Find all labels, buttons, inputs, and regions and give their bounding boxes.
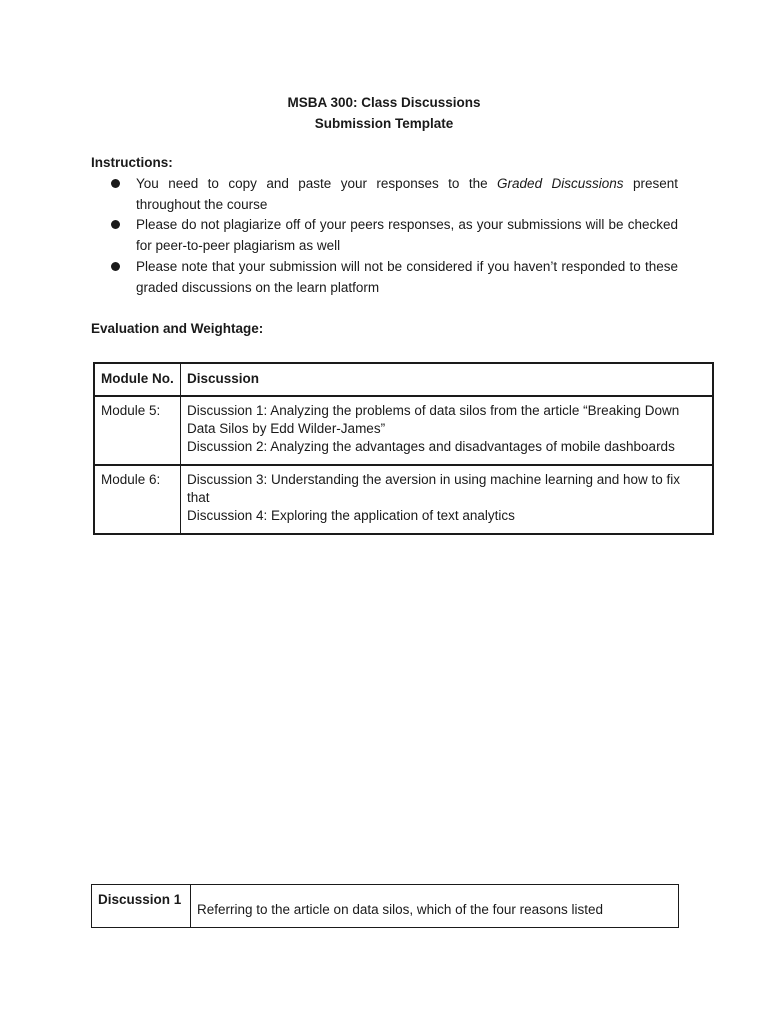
page-title — [0, 92, 768, 134]
bullet-icon — [111, 179, 120, 188]
instruction-text: Please do not plagiarize off of your peers responses, as your submissions will be checked for peer-to-peer plagiarism as well — [136, 217, 678, 254]
template-subtitle: Submission Template — [314, 116, 454, 131]
bullet-icon — [111, 262, 120, 271]
instruction-item — [106, 257, 678, 298]
instructions-list — [106, 174, 678, 298]
evaluation-heading: Evaluation and Weightage: — [91, 321, 264, 336]
instruction-emphasis: Graded Discussions — [497, 176, 624, 191]
evaluation-table — [93, 362, 714, 535]
bullet-icon — [111, 220, 120, 229]
table-row — [94, 465, 713, 534]
instruction-text-tail: present throughout the course — [136, 176, 678, 212]
discussion-label: Discussion 1 — [92, 885, 191, 928]
instruction-text: You need to copy and paste your responses to the — [136, 176, 498, 191]
instructions-heading: Instructions: — [91, 155, 173, 170]
discussion-line: Discussion 2: Analyzing the advantages and disadvantages of mobile dashboards — [187, 439, 675, 454]
column-header-module: Module No. — [94, 363, 181, 396]
module-cell: Module 6: — [94, 465, 181, 534]
discussion-line: Discussion 3: Understanding the aversion in using machine learning and how to fix that — [187, 472, 681, 505]
instruction-text: Please note that your submission will not be considered if you haven’t responded to these graded discussions on the learn platform — [136, 258, 678, 295]
instruction-item — [106, 215, 678, 256]
discussion-cell — [181, 396, 714, 465]
discussion-box — [91, 884, 679, 928]
discussion-line: Discussion 1: Analyzing the problems of data silos from the article “Breaking Down Data Silos by Edd Wilder-James” — [187, 403, 680, 436]
table-header-row — [94, 363, 713, 396]
column-header-discussion: Discussion — [181, 363, 714, 396]
table-row — [92, 885, 679, 928]
discussion-prompt: Referring to the article on data silos, which of the four reasons listed — [191, 885, 679, 928]
instruction-item — [106, 174, 678, 215]
module-cell: Module 5: — [94, 396, 181, 465]
discussion-cell — [181, 465, 714, 534]
course-title: MSBA 300: Class Discussions — [287, 95, 481, 110]
table-row — [94, 396, 713, 465]
discussion-line: Discussion 4: Exploring the application of text analytics — [187, 508, 515, 523]
